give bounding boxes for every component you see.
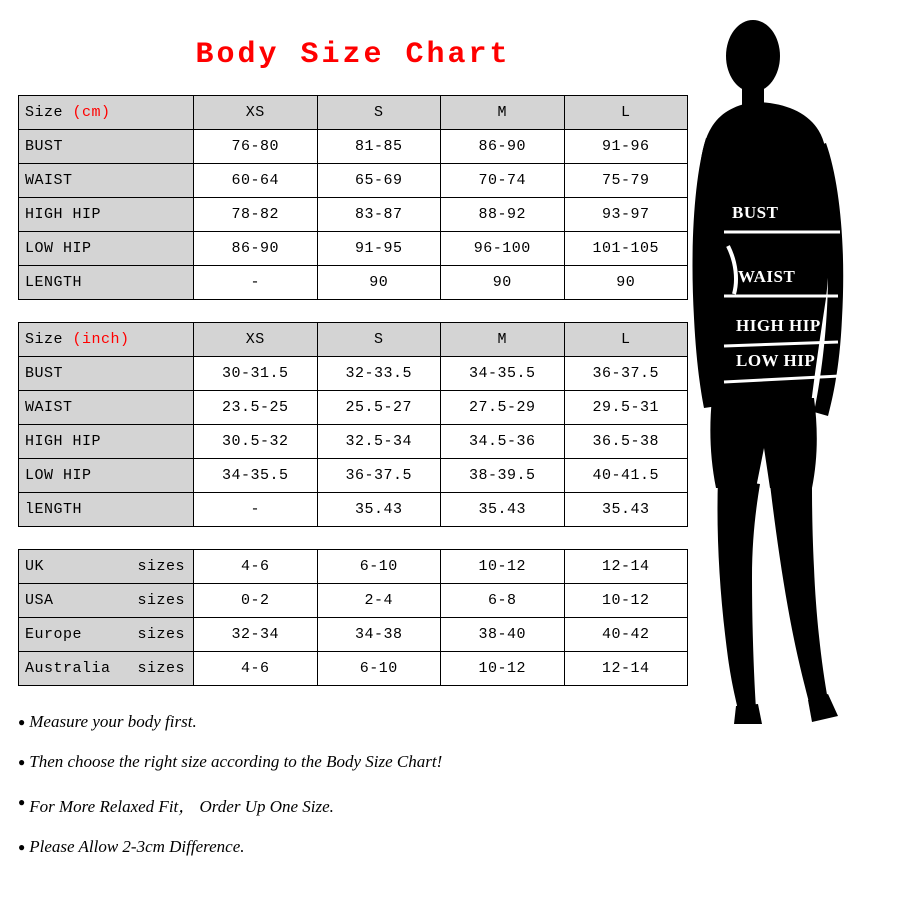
header-unit-text: (inch) bbox=[72, 331, 130, 348]
table-row bbox=[19, 232, 688, 266]
figure-label-waist: WAIST bbox=[738, 267, 796, 286]
header-col-m: M bbox=[441, 96, 565, 130]
cell-value: 12-14 bbox=[564, 652, 688, 686]
list-item bbox=[18, 837, 678, 857]
cell-value: 96-100 bbox=[441, 232, 565, 266]
cell-value: 81-85 bbox=[317, 130, 441, 164]
bullet-icon: ● bbox=[18, 795, 26, 809]
row-label: HIGH HIP bbox=[19, 425, 194, 459]
cell-value: 91-95 bbox=[317, 232, 441, 266]
row-label: HIGH HIP bbox=[19, 198, 194, 232]
table-row bbox=[19, 266, 688, 300]
row-label: WAIST bbox=[19, 164, 194, 198]
header-size-label bbox=[19, 96, 194, 130]
cell-value: 90 bbox=[564, 266, 688, 300]
cell-value: 75-79 bbox=[564, 164, 688, 198]
figure-label-low-hip: LOW HIP bbox=[736, 351, 816, 370]
cell-value: 32-34 bbox=[194, 618, 318, 652]
row-label-region: UK bbox=[25, 558, 45, 575]
cell-value: 30-31.5 bbox=[194, 357, 318, 391]
note-text: Then choose the right size according to the Body Size Chart! bbox=[29, 752, 443, 771]
figure-label-high-hip: HIGH HIP bbox=[736, 316, 821, 335]
row-label-sizes: sizes bbox=[137, 660, 185, 677]
row-label: LOW HIP bbox=[19, 232, 194, 266]
row-label: LENGTH bbox=[19, 266, 194, 300]
table-row bbox=[19, 130, 688, 164]
row-label-sizes: sizes bbox=[137, 558, 185, 575]
cell-value: 34-35.5 bbox=[194, 459, 318, 493]
cell-value: 12-14 bbox=[564, 550, 688, 584]
cell-value: 90 bbox=[441, 266, 565, 300]
table-row bbox=[19, 550, 688, 584]
body-silhouette-figure bbox=[690, 18, 890, 748]
cell-value: 29.5-31 bbox=[564, 391, 688, 425]
row-label-region: Australia bbox=[25, 660, 111, 677]
list-item bbox=[18, 752, 678, 772]
row-label bbox=[19, 584, 194, 618]
size-table-inch bbox=[18, 322, 688, 527]
header-col-xs: XS bbox=[194, 96, 318, 130]
cell-value: 36-37.5 bbox=[564, 357, 688, 391]
note-text: Measure your body first. bbox=[29, 712, 197, 731]
cell-value: 40-42 bbox=[564, 618, 688, 652]
table-row bbox=[19, 391, 688, 425]
table-row bbox=[19, 618, 688, 652]
cell-value: 70-74 bbox=[441, 164, 565, 198]
table-header-row bbox=[19, 323, 688, 357]
cell-value: 38-39.5 bbox=[441, 459, 565, 493]
header-col-l: L bbox=[564, 96, 688, 130]
row-label-region: USA bbox=[25, 592, 54, 609]
cell-value: 30.5-32 bbox=[194, 425, 318, 459]
row-label bbox=[19, 550, 194, 584]
size-table-regional bbox=[18, 549, 688, 686]
page-title: Body Size Chart bbox=[195, 38, 511, 72]
cell-value: 86-90 bbox=[441, 130, 565, 164]
row-label-region: Europe bbox=[25, 626, 83, 643]
note-text: Please Allow 2-3cm Difference. bbox=[29, 837, 245, 856]
table-row bbox=[19, 164, 688, 198]
cell-value: 35.43 bbox=[564, 493, 688, 527]
row-label bbox=[19, 618, 194, 652]
list-item bbox=[18, 712, 678, 732]
header-size-text: Size bbox=[25, 104, 64, 121]
header-col-m: M bbox=[441, 323, 565, 357]
row-label: BUST bbox=[19, 357, 194, 391]
cell-value: 0-2 bbox=[194, 584, 318, 618]
cell-value: 34.5-36 bbox=[441, 425, 565, 459]
size-table-cm bbox=[18, 95, 688, 300]
cell-value: 4-6 bbox=[194, 550, 318, 584]
cell-value: 23.5-25 bbox=[194, 391, 318, 425]
table-row bbox=[19, 459, 688, 493]
cell-value: 6-10 bbox=[317, 652, 441, 686]
table-row bbox=[19, 493, 688, 527]
cell-value: 2-4 bbox=[317, 584, 441, 618]
row-label bbox=[19, 652, 194, 686]
table-row bbox=[19, 425, 688, 459]
cell-value: 32-33.5 bbox=[317, 357, 441, 391]
cell-value: 6-10 bbox=[317, 550, 441, 584]
body-silhouette-icon bbox=[690, 18, 890, 748]
cell-value: 36.5-38 bbox=[564, 425, 688, 459]
figure-label-bust: BUST bbox=[732, 203, 779, 222]
header-col-l: L bbox=[564, 323, 688, 357]
table-row bbox=[19, 198, 688, 232]
header-size-label bbox=[19, 323, 194, 357]
bullet-icon: ● bbox=[18, 840, 26, 854]
table-gap bbox=[18, 527, 688, 549]
row-label-sizes: sizes bbox=[137, 592, 185, 609]
cell-value: 90 bbox=[317, 266, 441, 300]
cell-value: 10-12 bbox=[441, 652, 565, 686]
cell-value: - bbox=[194, 266, 318, 300]
row-label-sizes: sizes bbox=[137, 626, 185, 643]
cell-value: - bbox=[194, 493, 318, 527]
cell-value: 40-41.5 bbox=[564, 459, 688, 493]
cell-value: 10-12 bbox=[441, 550, 565, 584]
notes-list bbox=[18, 712, 678, 877]
table-header-row bbox=[19, 96, 688, 130]
cell-value: 4-6 bbox=[194, 652, 318, 686]
row-label: LOW HIP bbox=[19, 459, 194, 493]
row-label: BUST bbox=[19, 130, 194, 164]
cell-value: 76-80 bbox=[194, 130, 318, 164]
cell-value: 10-12 bbox=[564, 584, 688, 618]
header-size-text: Size bbox=[25, 331, 64, 348]
cell-value: 91-96 bbox=[564, 130, 688, 164]
table-row bbox=[19, 652, 688, 686]
header-col-xs: XS bbox=[194, 323, 318, 357]
bullet-icon: ● bbox=[18, 715, 26, 729]
cell-value: 78-82 bbox=[194, 198, 318, 232]
header-unit-text: (cm) bbox=[72, 104, 111, 121]
cell-value: 35.43 bbox=[317, 493, 441, 527]
cell-value: 60-64 bbox=[194, 164, 318, 198]
cell-value: 34-35.5 bbox=[441, 357, 565, 391]
cell-value: 27.5-29 bbox=[441, 391, 565, 425]
cell-value: 36-37.5 bbox=[317, 459, 441, 493]
size-tables bbox=[18, 95, 688, 686]
table-gap bbox=[18, 300, 688, 322]
cell-value: 101-105 bbox=[564, 232, 688, 266]
cell-value: 88-92 bbox=[441, 198, 565, 232]
cell-value: 35.43 bbox=[441, 493, 565, 527]
header-col-s: S bbox=[317, 323, 441, 357]
cell-value: 65-69 bbox=[317, 164, 441, 198]
cell-value: 93-97 bbox=[564, 198, 688, 232]
cell-value: 6-8 bbox=[441, 584, 565, 618]
row-label: WAIST bbox=[19, 391, 194, 425]
list-item bbox=[18, 792, 678, 817]
cell-value: 86-90 bbox=[194, 232, 318, 266]
row-label: lENGTH bbox=[19, 493, 194, 527]
cell-value: 38-40 bbox=[441, 618, 565, 652]
note-text: For More Relaxed Fit， Order Up One Size. bbox=[29, 797, 334, 816]
cell-value: 32.5-34 bbox=[317, 425, 441, 459]
cell-value: 34-38 bbox=[317, 618, 441, 652]
cell-value: 83-87 bbox=[317, 198, 441, 232]
cell-value: 25.5-27 bbox=[317, 391, 441, 425]
table-row bbox=[19, 357, 688, 391]
table-row bbox=[19, 584, 688, 618]
bullet-icon: ● bbox=[18, 755, 26, 769]
header-col-s: S bbox=[317, 96, 441, 130]
